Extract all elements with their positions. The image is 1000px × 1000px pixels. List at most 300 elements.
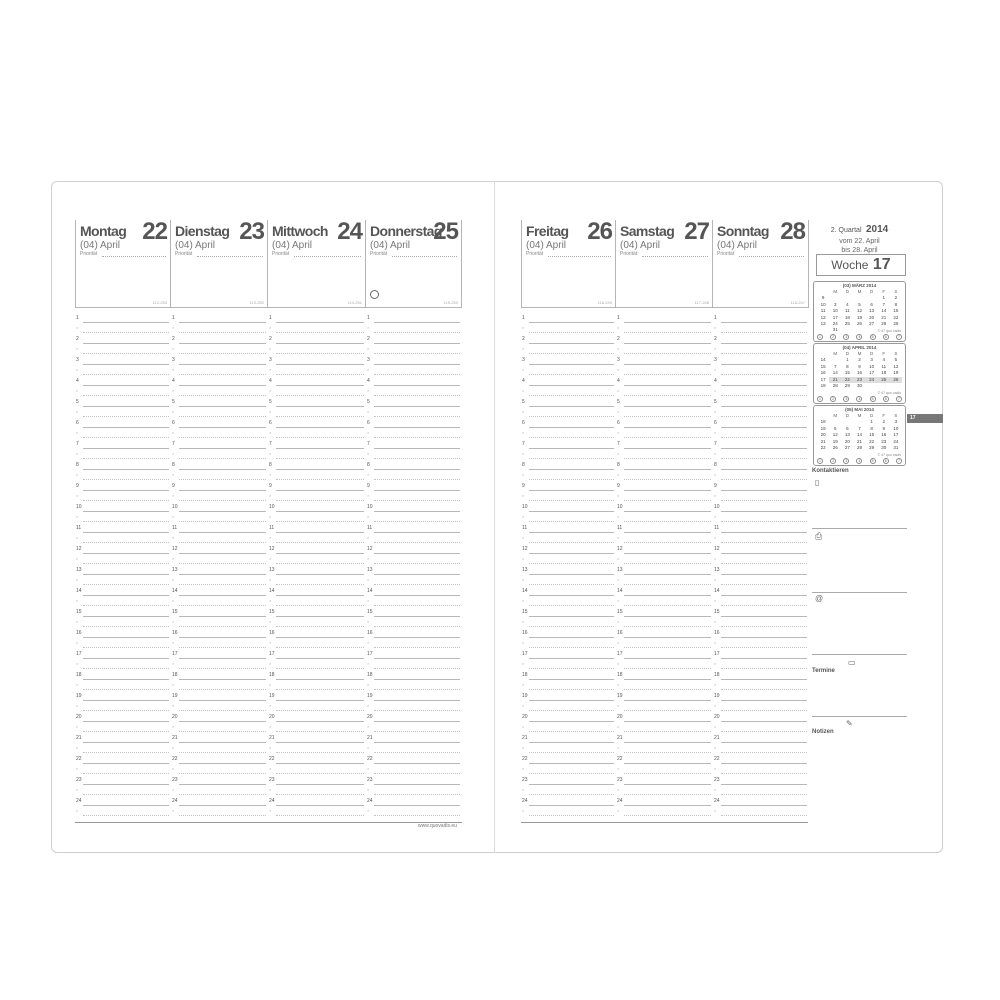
hour-row[interactable]	[521, 693, 616, 714]
hour-label: 2	[269, 336, 272, 342]
hour-row[interactable]	[268, 483, 366, 504]
half-hour-line	[624, 815, 711, 816]
mini-footer-circle: 2	[830, 396, 836, 402]
hour-label: 24	[269, 798, 275, 804]
hour-line	[624, 490, 711, 491]
hour-row[interactable]	[75, 546, 171, 567]
hour-row[interactable]	[171, 672, 268, 693]
half-hour-mark: ×	[367, 577, 370, 582]
hour-row[interactable]	[268, 567, 366, 588]
hour-row[interactable]	[616, 357, 713, 378]
hour-row[interactable]	[616, 693, 713, 714]
half-hour-line	[529, 563, 614, 564]
hour-row[interactable]	[171, 609, 268, 630]
hour-row[interactable]	[713, 609, 809, 630]
mini-footer-circle: 7	[896, 458, 902, 464]
half-hour-line	[721, 710, 807, 711]
half-hour-line	[179, 815, 266, 816]
half-hour-line	[374, 416, 460, 417]
hour-row[interactable]	[616, 672, 713, 693]
hour-row[interactable]	[713, 525, 809, 546]
hour-row[interactable]	[366, 693, 462, 714]
hour-row[interactable]	[268, 357, 366, 378]
hour-line	[721, 343, 807, 344]
hour-row[interactable]	[616, 525, 713, 546]
half-hour-mark: ×	[269, 661, 272, 666]
hour-row[interactable]	[75, 588, 171, 609]
hour-row[interactable]	[171, 315, 268, 336]
hour-line	[276, 574, 364, 575]
hour-row[interactable]	[171, 483, 268, 504]
hour-line	[374, 385, 460, 386]
hour-row[interactable]	[713, 315, 809, 336]
hour-row[interactable]	[521, 462, 616, 483]
hour-row[interactable]	[616, 609, 713, 630]
hour-row[interactable]	[75, 777, 171, 798]
mini-day: 14	[820, 357, 826, 363]
mini-day: 12	[893, 363, 899, 369]
hour-row[interactable]	[616, 483, 713, 504]
hour-row[interactable]	[75, 651, 171, 672]
half-hour-line	[276, 668, 364, 669]
hour-label: 4	[617, 378, 620, 384]
hour-row[interactable]	[616, 651, 713, 672]
hour-label: 2	[522, 336, 525, 342]
hour-row[interactable]	[366, 609, 462, 630]
hour-row[interactable]	[616, 756, 713, 777]
hour-row[interactable]	[171, 525, 268, 546]
hour-row[interactable]	[521, 546, 616, 567]
hour-row[interactable]	[268, 525, 366, 546]
hour-row[interactable]	[713, 504, 809, 525]
week-label: Woche	[831, 258, 869, 272]
hour-line	[721, 385, 807, 386]
hour-row[interactable]	[366, 672, 462, 693]
hour-row[interactable]	[616, 546, 713, 567]
half-hour-line	[624, 584, 711, 585]
mini-day: 9	[858, 363, 861, 369]
hour-row[interactable]	[521, 567, 616, 588]
hour-row[interactable]	[366, 378, 462, 399]
week-tab[interactable]: 17	[907, 414, 943, 423]
hour-line	[276, 490, 364, 491]
hour-row[interactable]	[171, 630, 268, 651]
hour-row[interactable]	[75, 630, 171, 651]
mini-day: 10	[832, 308, 838, 314]
hour-row[interactable]	[75, 714, 171, 735]
hour-label: 13	[522, 567, 528, 573]
half-hour-mark: ×	[269, 577, 272, 582]
hour-row[interactable]	[616, 798, 713, 819]
mini-day: 31	[832, 327, 838, 333]
hour-row[interactable]	[521, 777, 616, 798]
hour-row[interactable]	[75, 357, 171, 378]
half-hour-line	[624, 626, 711, 627]
half-hour-line	[276, 626, 364, 627]
mini-footer-circle: 1	[817, 396, 823, 402]
hour-row[interactable]	[366, 777, 462, 798]
hour-row[interactable]	[521, 525, 616, 546]
hour-row[interactable]	[366, 588, 462, 609]
half-hour-line	[276, 731, 364, 732]
mini-footer-circle: 7	[896, 396, 902, 402]
hour-row[interactable]	[521, 441, 616, 462]
hour-row[interactable]	[75, 756, 171, 777]
hour-line	[721, 637, 807, 638]
hour-row[interactable]	[713, 483, 809, 504]
half-hour-mark: ×	[714, 367, 717, 372]
hour-row[interactable]	[75, 504, 171, 525]
hour-row[interactable]	[268, 504, 366, 525]
hour-row[interactable]	[616, 462, 713, 483]
hour-row[interactable]	[616, 315, 713, 336]
hour-line	[374, 406, 460, 407]
hour-row[interactable]	[171, 798, 268, 819]
hour-row[interactable]	[713, 798, 809, 819]
hour-row[interactable]	[616, 588, 713, 609]
hour-row[interactable]	[713, 735, 809, 756]
half-hour-line	[721, 605, 807, 606]
mini-day: 25	[844, 321, 850, 327]
hour-row[interactable]	[713, 714, 809, 735]
mini-day: 22	[820, 445, 826, 451]
half-hour-line	[529, 395, 614, 396]
hour-row[interactable]	[521, 651, 616, 672]
hour-row[interactable]	[366, 441, 462, 462]
hour-row[interactable]	[713, 567, 809, 588]
half-hour-line	[83, 479, 169, 480]
hour-row[interactable]	[366, 567, 462, 588]
mini-day: 13	[844, 432, 850, 438]
hour-row[interactable]	[268, 609, 366, 630]
hour-row[interactable]	[521, 798, 616, 819]
hour-row[interactable]	[268, 756, 366, 777]
hour-row[interactable]	[268, 693, 366, 714]
hour-line	[529, 469, 614, 470]
half-hour-mark: ×	[172, 682, 175, 687]
hour-line	[179, 805, 266, 806]
half-hour-line	[374, 437, 460, 438]
day-header	[171, 220, 268, 308]
hour-row[interactable]	[713, 462, 809, 483]
hour-row[interactable]	[616, 714, 713, 735]
hour-row[interactable]	[75, 399, 171, 420]
hour-row[interactable]	[521, 588, 616, 609]
hour-label: 1	[76, 315, 79, 321]
half-hour-line	[529, 710, 614, 711]
hour-row[interactable]	[171, 336, 268, 357]
half-hour-line	[529, 542, 614, 543]
hour-line	[624, 427, 711, 428]
phone-icon: ▯	[815, 478, 820, 487]
hour-row[interactable]	[713, 420, 809, 441]
hour-row[interactable]	[171, 357, 268, 378]
hour-row[interactable]	[366, 504, 462, 525]
half-hour-line	[83, 626, 169, 627]
mini-day: 28	[856, 445, 862, 451]
mini-day: 28	[881, 321, 887, 327]
hour-row[interactable]	[268, 546, 366, 567]
hour-row[interactable]	[616, 336, 713, 357]
hour-row[interactable]	[268, 420, 366, 441]
hour-row[interactable]	[171, 462, 268, 483]
hour-row[interactable]	[268, 735, 366, 756]
hour-row[interactable]	[366, 399, 462, 420]
hour-row[interactable]	[521, 504, 616, 525]
hour-row[interactable]	[366, 735, 462, 756]
hour-row[interactable]	[713, 378, 809, 399]
hour-label: 5	[172, 399, 175, 405]
hour-row[interactable]	[268, 651, 366, 672]
hour-row[interactable]	[75, 609, 171, 630]
hour-row[interactable]	[713, 588, 809, 609]
hour-row[interactable]	[713, 756, 809, 777]
hour-row[interactable]	[521, 315, 616, 336]
hour-row[interactable]	[75, 798, 171, 819]
hour-line	[374, 322, 460, 323]
hour-row[interactable]	[366, 756, 462, 777]
hour-row[interactable]	[366, 798, 462, 819]
hour-row[interactable]	[268, 378, 366, 399]
hour-row[interactable]	[616, 567, 713, 588]
hour-row[interactable]	[713, 399, 809, 420]
hour-row[interactable]	[713, 546, 809, 567]
hour-row[interactable]	[521, 672, 616, 693]
hour-label: 4	[269, 378, 272, 384]
hour-row[interactable]	[366, 315, 462, 336]
hour-label: 20	[269, 714, 275, 720]
hour-row[interactable]	[616, 504, 713, 525]
hour-line	[721, 763, 807, 764]
hour-row[interactable]	[616, 630, 713, 651]
hour-row[interactable]	[171, 399, 268, 420]
mini-day: 5	[894, 357, 898, 363]
hour-row[interactable]	[75, 525, 171, 546]
hour-row[interactable]	[713, 441, 809, 462]
hour-line	[374, 595, 460, 596]
hour-label: 1	[367, 315, 370, 321]
hour-row[interactable]	[268, 777, 366, 798]
hour-row[interactable]	[616, 399, 713, 420]
mini-day: 3	[870, 357, 873, 363]
mini-footer-circle: 4	[856, 334, 862, 340]
hour-row[interactable]	[713, 693, 809, 714]
hour-label: 14	[367, 588, 373, 594]
mini-day: 24	[893, 438, 899, 444]
hour-row[interactable]	[171, 651, 268, 672]
hour-row[interactable]	[75, 462, 171, 483]
hour-row[interactable]	[366, 462, 462, 483]
hour-label: 2	[172, 336, 175, 342]
hour-label: 9	[617, 483, 620, 489]
hour-row[interactable]	[171, 735, 268, 756]
hour-row[interactable]	[75, 441, 171, 462]
hour-row[interactable]	[521, 756, 616, 777]
hour-line	[721, 406, 807, 407]
hour-row[interactable]	[366, 336, 462, 357]
hour-list	[521, 315, 616, 819]
hour-row[interactable]	[366, 630, 462, 651]
hour-line	[374, 364, 460, 365]
hour-row[interactable]	[521, 357, 616, 378]
hour-row[interactable]	[75, 567, 171, 588]
hour-row[interactable]	[616, 441, 713, 462]
hour-row[interactable]	[713, 630, 809, 651]
hour-label: 17	[522, 651, 528, 657]
hour-row[interactable]	[75, 378, 171, 399]
hour-row[interactable]	[521, 630, 616, 651]
hour-row[interactable]	[616, 420, 713, 441]
hour-row[interactable]	[713, 651, 809, 672]
hour-row[interactable]	[171, 546, 268, 567]
hour-row[interactable]	[171, 714, 268, 735]
quarter-info	[812, 219, 907, 255]
hour-row[interactable]	[713, 672, 809, 693]
hour-row[interactable]	[713, 357, 809, 378]
half-hour-line	[374, 542, 460, 543]
hour-row[interactable]	[268, 462, 366, 483]
half-hour-mark: ×	[269, 808, 272, 813]
hour-row[interactable]	[268, 399, 366, 420]
hour-row[interactable]	[366, 525, 462, 546]
half-hour-mark: ×	[76, 388, 79, 393]
hour-row[interactable]	[713, 777, 809, 798]
hour-row[interactable]	[171, 588, 268, 609]
hour-row[interactable]	[366, 483, 462, 504]
hour-row[interactable]	[75, 693, 171, 714]
hour-label: 21	[76, 735, 82, 741]
half-hour-mark: ×	[617, 325, 620, 330]
half-hour-mark: ×	[714, 619, 717, 624]
hour-label: 18	[367, 672, 373, 678]
mini-weekday: S	[894, 289, 898, 294]
mini-day: 12	[820, 314, 826, 320]
half-hour-mark: ×	[172, 703, 175, 708]
hour-row[interactable]	[521, 336, 616, 357]
hour-row[interactable]	[268, 441, 366, 462]
hour-row[interactable]	[268, 336, 366, 357]
hour-row[interactable]	[171, 693, 268, 714]
hour-row[interactable]	[75, 315, 171, 336]
mini-day: 17	[869, 370, 875, 376]
hour-row[interactable]	[171, 777, 268, 798]
hour-row[interactable]	[171, 420, 268, 441]
hour-row[interactable]	[75, 483, 171, 504]
mini-calendar-title: (03) MÄRZ 2014	[842, 283, 877, 288]
half-hour-line	[83, 731, 169, 732]
hour-row[interactable]	[268, 630, 366, 651]
half-hour-line	[721, 542, 807, 543]
hour-row[interactable]	[268, 798, 366, 819]
mini-day: 21	[856, 438, 862, 444]
hour-row[interactable]	[366, 357, 462, 378]
hour-line	[721, 616, 807, 617]
hour-row[interactable]	[366, 420, 462, 441]
half-hour-mark: ×	[76, 598, 79, 603]
hour-row[interactable]	[521, 714, 616, 735]
half-hour-mark: ×	[714, 409, 717, 414]
half-hour-mark: ×	[522, 388, 525, 393]
mini-day: 24	[832, 321, 838, 327]
mini-day: 6	[846, 425, 849, 431]
hour-row[interactable]	[171, 504, 268, 525]
half-hour-line	[374, 605, 460, 606]
hour-row[interactable]	[616, 777, 713, 798]
half-hour-line	[721, 563, 807, 564]
hour-label: 3	[76, 357, 79, 363]
half-hour-line	[374, 563, 460, 564]
hour-row[interactable]	[268, 315, 366, 336]
hour-row[interactable]	[521, 609, 616, 630]
hour-row[interactable]	[268, 588, 366, 609]
hour-label: 23	[367, 777, 373, 783]
hour-line	[179, 427, 266, 428]
half-hour-line	[624, 689, 711, 690]
hour-line	[721, 721, 807, 722]
mini-day: 2	[858, 357, 861, 363]
hour-row[interactable]	[366, 546, 462, 567]
hour-row[interactable]	[616, 735, 713, 756]
hour-row[interactable]	[521, 399, 616, 420]
half-hour-line	[83, 521, 169, 522]
hour-row[interactable]	[521, 483, 616, 504]
hour-row[interactable]	[268, 714, 366, 735]
hour-line	[721, 490, 807, 491]
hour-label: 10	[617, 504, 623, 510]
hour-row[interactable]	[171, 441, 268, 462]
hour-row[interactable]	[268, 672, 366, 693]
mini-footer-circle: 5	[870, 396, 876, 402]
half-hour-line	[276, 752, 364, 753]
half-hour-line	[624, 437, 711, 438]
day-column	[75, 220, 171, 820]
termine-title: Termine	[812, 668, 835, 674]
half-hour-mark: ×	[269, 535, 272, 540]
hour-list	[268, 315, 366, 819]
half-hour-line	[624, 752, 711, 753]
hour-row[interactable]	[521, 735, 616, 756]
half-hour-mark: ×	[714, 577, 717, 582]
hour-row[interactable]	[75, 735, 171, 756]
half-hour-line	[529, 668, 614, 669]
hour-row[interactable]	[75, 420, 171, 441]
hour-row[interactable]	[521, 378, 616, 399]
priority-label: Priorität	[175, 251, 193, 257]
hour-row[interactable]	[75, 336, 171, 357]
mini-weekday: D	[845, 351, 849, 356]
hour-row[interactable]	[366, 714, 462, 735]
mini-day	[841, 327, 853, 333]
half-hour-line	[721, 731, 807, 732]
half-hour-mark: ×	[617, 535, 620, 540]
mini-calendar	[813, 343, 906, 404]
half-hour-line	[179, 773, 266, 774]
hour-label: 2	[714, 336, 717, 342]
hour-row[interactable]	[366, 651, 462, 672]
hour-row[interactable]	[75, 672, 171, 693]
half-hour-line	[276, 458, 364, 459]
hour-row[interactable]	[171, 756, 268, 777]
hour-row[interactable]	[171, 567, 268, 588]
half-hour-line	[83, 794, 169, 795]
mini-day: 20	[820, 432, 826, 438]
hour-row[interactable]	[171, 378, 268, 399]
hour-row[interactable]	[521, 420, 616, 441]
half-hour-line	[624, 773, 711, 774]
half-hour-mark: ×	[76, 451, 79, 456]
hour-row[interactable]	[713, 336, 809, 357]
hour-row[interactable]	[616, 378, 713, 399]
